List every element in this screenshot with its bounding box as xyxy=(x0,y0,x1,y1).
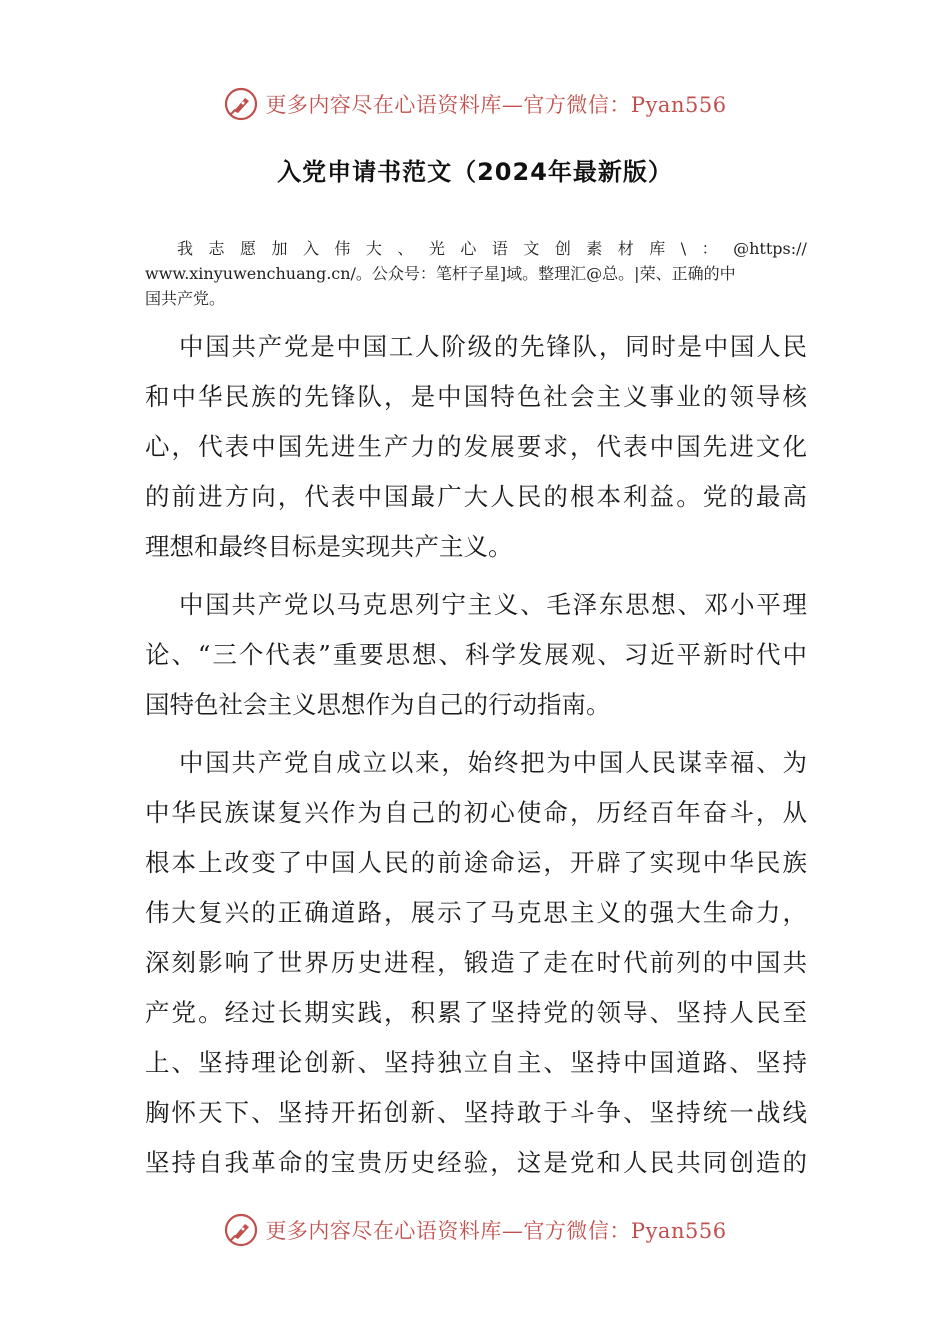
paragraph-line: 产党。经过长期实践，积累了坚持党的领导、坚持人民至 xyxy=(145,998,807,1027)
intro-char: 大 xyxy=(365,239,382,258)
paragraph-line: 和中华民族的先锋队，是中国特色社会主义事业的领导核 xyxy=(145,382,807,411)
intro-char: 愿 xyxy=(239,239,256,258)
intro-char: 入 xyxy=(302,239,319,258)
paragraph-line: 心，代表中国先进生产力的发展要求，代表中国先进文化 xyxy=(145,432,807,461)
intro-char: 心 xyxy=(460,239,477,258)
intro-char: 我 xyxy=(177,239,194,258)
intro-url-fragment: @https:// xyxy=(733,239,807,258)
paragraph-line: 中国共产党以马克思列宁主义、毛泽东思想、邓小平理 xyxy=(179,590,807,619)
paragraph-line: 理想和最终目标是实现共产主义。 xyxy=(145,532,513,561)
intro-char: 语 xyxy=(491,239,508,258)
header-banner-text: 更多内容尽在心语资料库—官方微信：Pyan556 xyxy=(265,93,727,117)
pen-nib-logo-icon xyxy=(223,86,259,122)
intro-char: 创 xyxy=(554,239,571,258)
paragraph-line: 上、坚持理论创新、坚持独立自主、坚持中国道路、坚持 xyxy=(145,1048,807,1077)
intro-char: 素 xyxy=(586,239,603,258)
paragraph-line: 的前进方向，代表中国最广大人民的根本利益。党的最高 xyxy=(145,482,807,511)
intro-char: 光 xyxy=(428,239,445,258)
intro-char: 文 xyxy=(523,239,540,258)
paragraph-line: 中华民族谋复兴作为自己的初心使命，历经百年奋斗，从 xyxy=(145,798,807,827)
intro-char: 材 xyxy=(617,239,634,258)
intro-char: 志 xyxy=(208,239,225,258)
intro-char: 伟 xyxy=(334,239,351,258)
paragraph-line: 坚持自我革命的宝贵历史经验，这是党和人民共同创造的 xyxy=(145,1148,807,1177)
body-paragraph-1 xyxy=(145,322,807,572)
intro-char: 库 xyxy=(649,239,666,258)
intro-char: 加 xyxy=(271,239,288,258)
header-banner xyxy=(0,82,950,126)
intro-line-1 xyxy=(145,236,807,261)
intro-char: ： xyxy=(701,239,718,258)
intro-char: \ xyxy=(680,239,687,258)
body-paragraph-2 xyxy=(145,580,807,730)
page-title: 入党申请书范文（2024年最新版） xyxy=(277,158,673,186)
paragraph-line: 根本上改变了中国人民的前途命运，开辟了实现中华民族 xyxy=(145,848,807,877)
paragraph-line: 论、“三个代表”重要思想、科学发展观、习近平新时代中 xyxy=(145,640,807,669)
footer-banner xyxy=(0,1208,950,1252)
paragraph-line: 中国共产党自成立以来，始终把为中国人民谋幸福、为 xyxy=(179,748,807,777)
intro-line-2: www.xinyuwenchuang.cn/。公众号：笔杆子星]域。整理汇@总。|荣、正确的中 xyxy=(145,264,736,283)
body-paragraph-3 xyxy=(145,738,807,1188)
intro-paragraph xyxy=(145,236,807,311)
paragraph-line: 深刻影响了世界历史进程，锻造了走在时代前列的中国共 xyxy=(145,948,807,977)
paragraph-line: 胸怀天下、坚持开拓创新、坚持敢于斗争、坚持统一战线 xyxy=(145,1098,807,1127)
footer-banner-text: 更多内容尽在心语资料库—官方微信：Pyan556 xyxy=(265,1219,727,1243)
pen-nib-logo-icon xyxy=(223,1212,259,1248)
paragraph-line: 中国共产党是中国工人阶级的先锋队，同时是中国人民 xyxy=(179,332,807,361)
intro-line-3: 国共产党。 xyxy=(145,289,226,308)
paragraph-line: 国特色社会主义思想作为自己的行动指南。 xyxy=(145,690,611,719)
paragraph-line: 伟大复兴的正确道路，展示了马克思主义的强大生命力， xyxy=(145,898,807,927)
intro-char: 、 xyxy=(397,239,414,258)
